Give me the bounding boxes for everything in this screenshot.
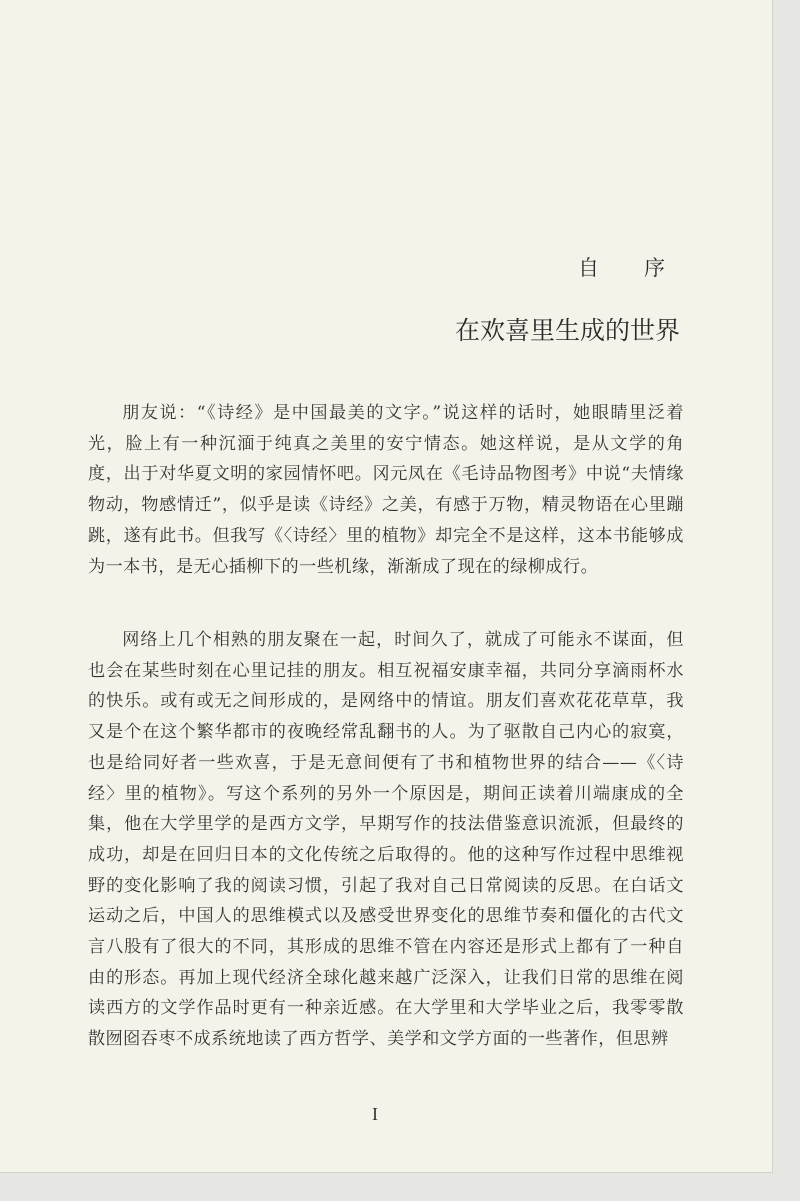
preface-title: 在欢喜里生成的世界 [454, 316, 680, 345]
paragraph-1-block [88, 398, 684, 582]
page-number: I [372, 1104, 378, 1124]
paragraph-2-block [88, 625, 684, 1055]
paragraph: 网络上几个相熟的朋友聚在一起，时间久了，就成了可能永不谋面，但也会在某些时刻在心里记挂的朋友。相互祝福安康幸福，共同分享滴雨杯水的快乐。或有或无之间形成的，是网络中的情谊。朋友们喜欢花花草草，我又是个在这个繁华都市的夜晚经常乱翻书的人。为了驱散自己内心的寂寞，也是给同好者一些欢喜，于是无意间便有了书和植物世界的结合——《〈诗经〉里的植物》。写这个系列的另外一个原因是，期间正读着川端康成的全集，他在大学里学的是西方文学，早期写作的技法借鉴意识流派，但最终的成功，却是在回归日本的文化传统之后取得的。他的这种写作过程中思维视野的变化影响了我的阅读习惯，引起了我对自己日常阅读的反思。在白话文运动之后，中国人的思维模式以及感受世界变化的思维节奏和僵化的古代文言八股有了很大的不同，其形成的思维不管在内容还是形式上都有了一种自由的形态。再加上现代经济全球化越来越广泛深入，让我们日常的思维在阅读西方的文学作品时更有一种亲近感。在大学里和大学毕业之后，我零零散散囫囵吞枣不成系统地读了西方哲学、美学和文学方面的一些著作，但思辨 [88, 630, 684, 1050]
preface-heading: 自 序 [578, 256, 677, 280]
paragraph: 朋友说：“《诗经》是中国最美的文字。”说这样的话时，她眼睛里泛着光，脸上有一种沉湎于纯真之美里的安宁情态。她这样说，是从文学的角度，出于对华夏文明的家园情怀吧。冈元凤在《毛诗品物图考》中说“夫情缘物动，物感情迁”，似乎是读《诗经》之美，有感于万物，精灵物语在心里蹦跳，遂有此书。但我写《〈诗经〉里的植物》却完全不是这样，这本书能够成为一本书，是无心插柳下的一些机缘，渐渐成了现在的绿柳成行。 [88, 403, 684, 577]
